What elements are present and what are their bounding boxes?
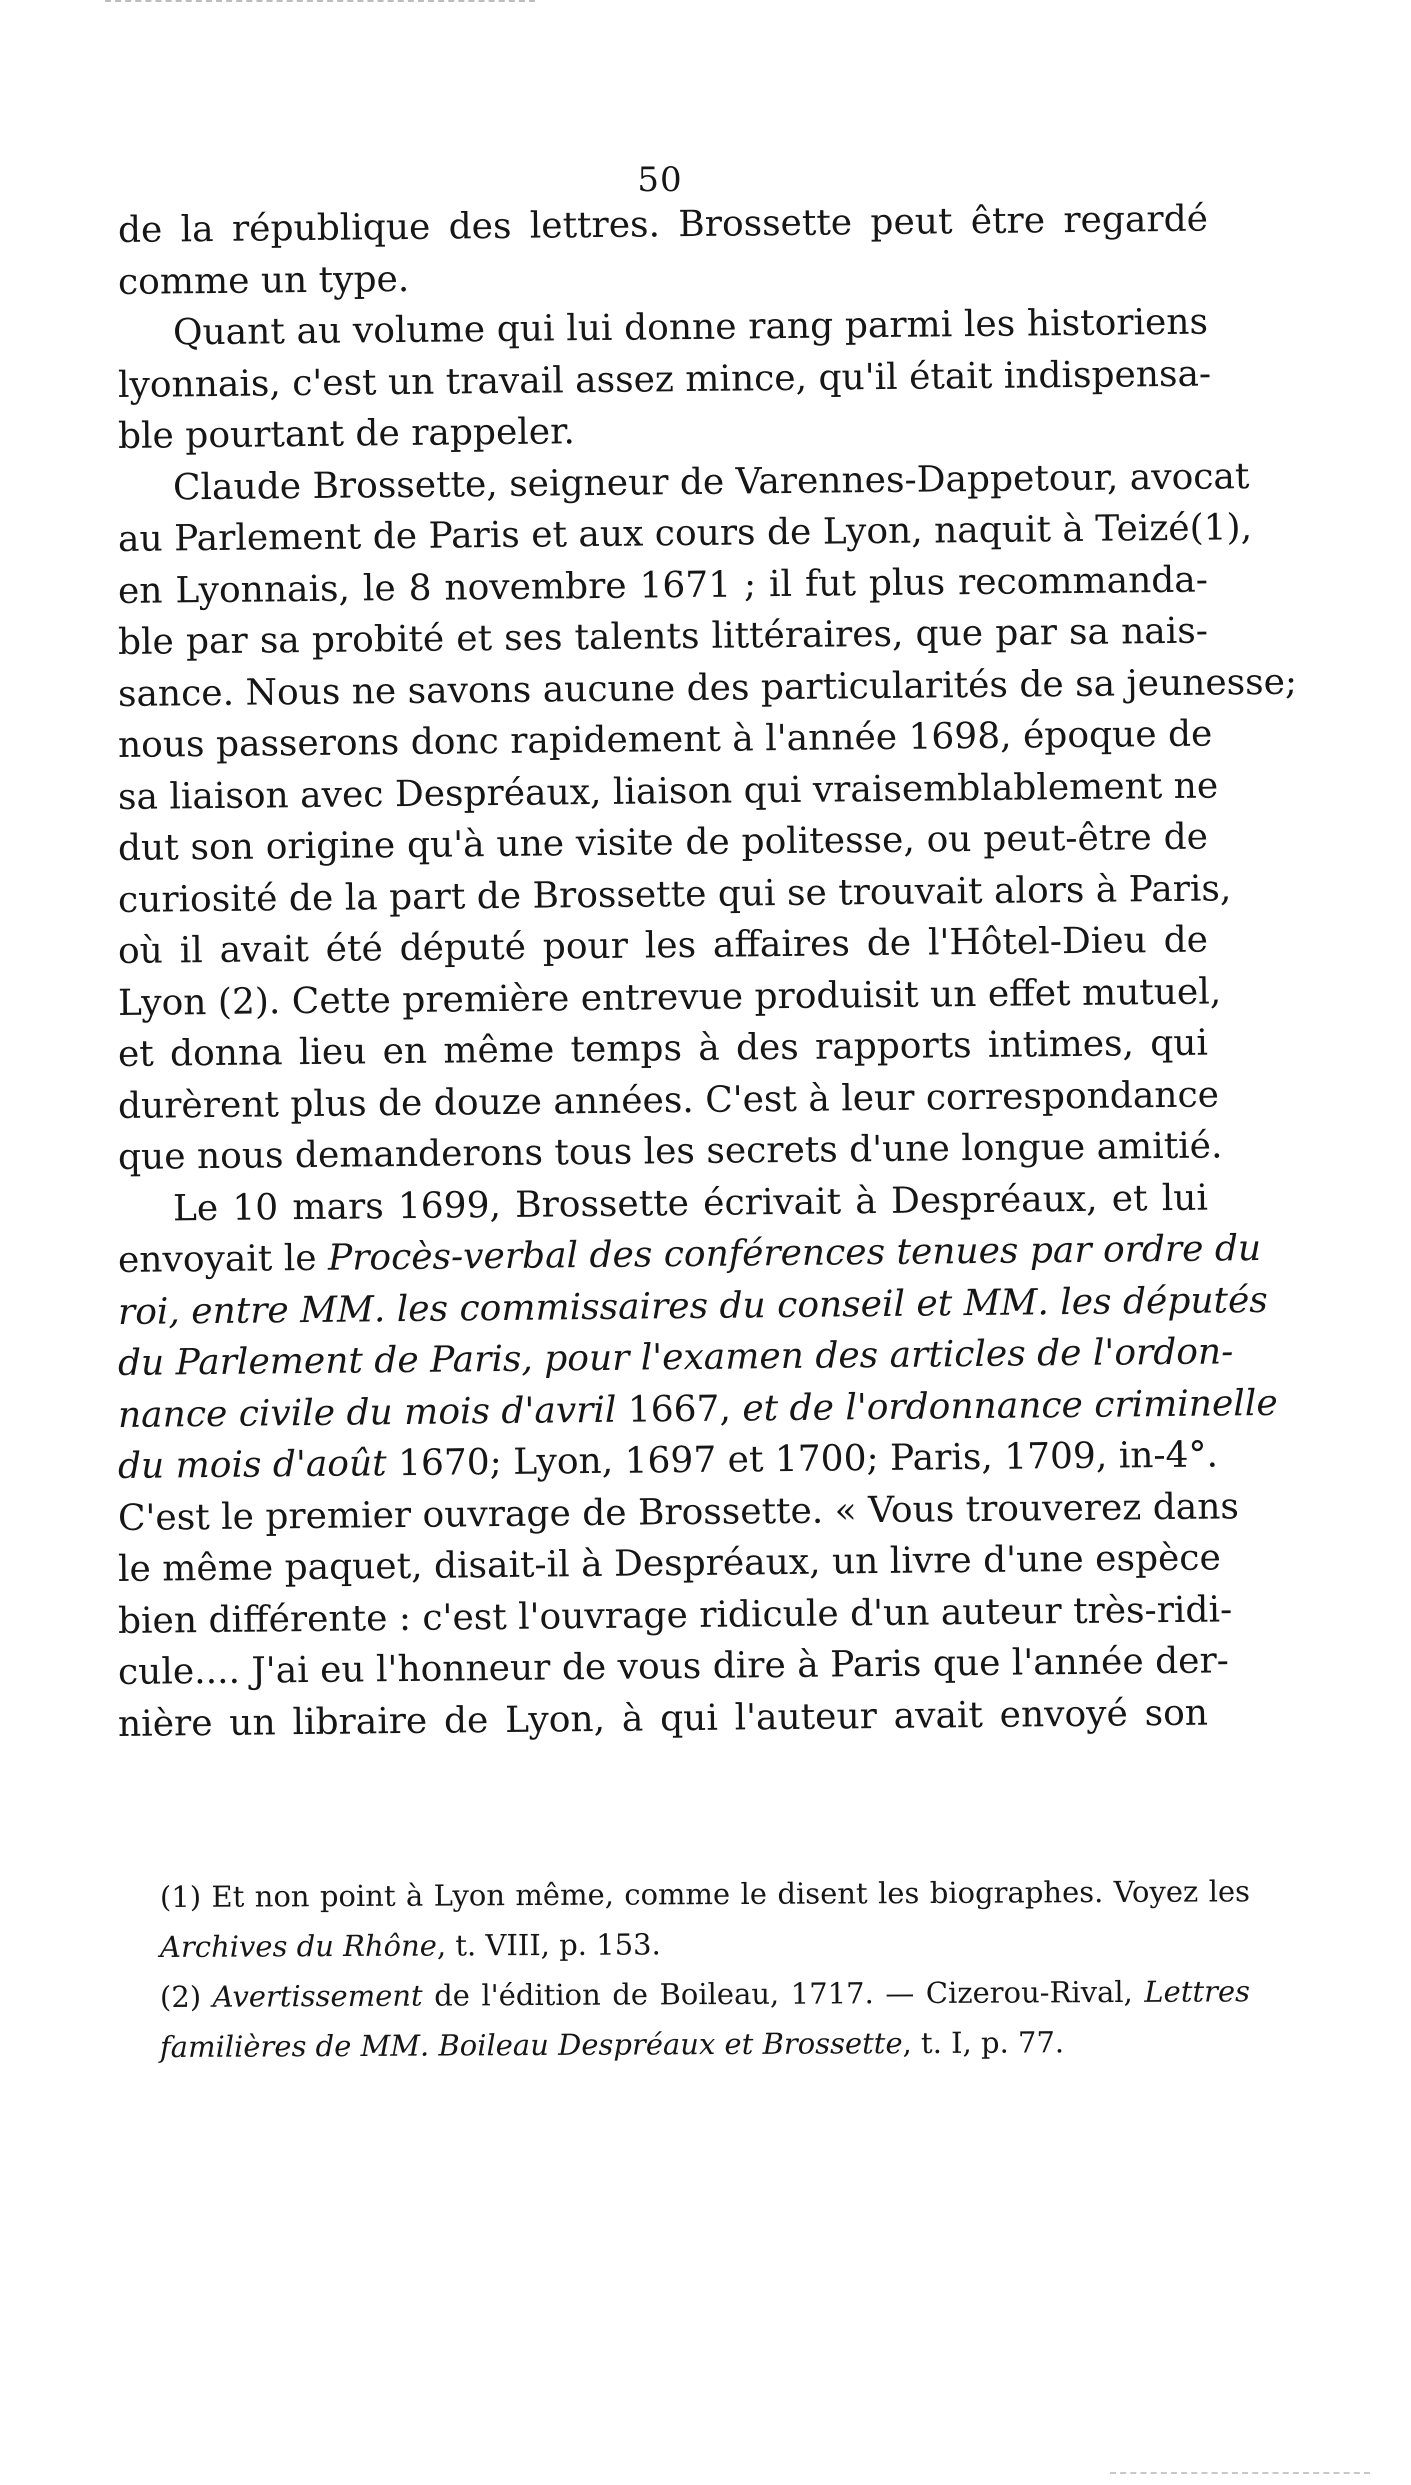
italic-segment: Procès-verbal des conférences tenues par ordre du [327, 1228, 1262, 1279]
text-line: où il avait été député pour les affaires de l'Hôtel-Dieu de [117, 919, 1209, 972]
text-line: de la république des lettres. Brossette peut être regardé [117, 198, 1209, 251]
italic-segment: Archives du Rhône [159, 1928, 438, 1964]
text-line: sance. Nous ne savons aucune des particularités de sa jeunesse; [117, 661, 1298, 715]
text-line: dut son origine qu'à une visite de politesse, ou peut-être de [117, 816, 1209, 869]
text-line: Claude Brossette, seigneur de Varennes-Dappetour, avocat [172, 455, 1250, 508]
text-line: lyonnais, c'est un travail assez mince, qu'il était indispensa- [117, 353, 1212, 406]
text-line: Quant au volume qui lui donne rang parmi les historiens [172, 301, 1209, 354]
text-line: bien différente : c'est l'ouvrage ridicule d'un auteur très-ridi- [117, 1588, 1233, 1642]
text-line: et donna lieu en même temps à des rapports intimes, qui [117, 1022, 1209, 1075]
text-segment: 1667, [627, 1387, 743, 1431]
text-line: en Lyonnais, le 8 novembre 1671 ; il fut plus recommanda- [117, 559, 1209, 612]
text-segment: , t. I, p. 77. [902, 2025, 1065, 2061]
italic-segment: du mois d'août [117, 1443, 399, 1487]
italic-segment: nance civile du mois d'avril [117, 1389, 629, 1436]
scan-edge-marks-bottom [1110, 2472, 1370, 2477]
body-text [117, 198, 1298, 1750]
text-line: au Parlement de Paris et aux cours de Lyon, naquit à Teizé(1), [117, 507, 1253, 560]
text-line: Le 10 mars 1699, Brossette écrivait à Despréaux, et lui [172, 1177, 1209, 1229]
text-segment: envoyait le [117, 1237, 329, 1281]
text-line: le même paquet, disait-il à Despréaux, un livre d'une espèce [117, 1537, 1221, 1590]
italic-segment: du Parlement de Paris, pour l'examen des articles de l'ordon- [117, 1331, 1234, 1384]
scan-edge-marks [105, 0, 535, 5]
text-line: ble pourtant de rappeler. [117, 411, 576, 457]
text-line: ble par sa probité et ses talents littéraires, que par sa nais- [117, 610, 1209, 663]
page-number: 50 [637, 160, 683, 200]
footnote-line [160, 2016, 1250, 2072]
text-line: cule.... J'ai eu l'honneur de vous dire à Paris que l'année der- [117, 1640, 1230, 1693]
text-line: nous passerons donc rapidement à l'année 1698, époque de [117, 713, 1213, 766]
text-segment: de l'édition de Boileau, 1717. — Cizerou-Rival, [422, 1974, 1145, 2013]
footnotes [160, 1872, 1250, 2072]
text-line: C'est le premier ouvrage de Brossette. « Vous trouverez dans [117, 1485, 1240, 1539]
text-line: comme un type. [117, 258, 410, 303]
text-segment: (1) Et non point à Lyon même, comme le disent les biographes. Voyez les [159, 1874, 1251, 1914]
footnote-line [160, 1866, 1250, 1922]
footnote-line [160, 1916, 1250, 1972]
text-line: durèrent plus de douze années. C'est à leur correspondance [117, 1073, 1220, 1127]
italic-segment: et de l'ordonnance criminelle [742, 1382, 1278, 1429]
text-segment: 1670; Lyon, 1697 et 1700; Paris, 1709, in-4°. [397, 1434, 1219, 1485]
footnote-line [160, 1966, 1250, 2022]
text-line: sa liaison avec Despréaux, liaison qui vraisemblablement ne [117, 764, 1219, 818]
text-line: Lyon (2). Cette première entrevue produisit un effet mutuel, [117, 970, 1222, 1024]
text-line: que nous demanderons tous les secrets d'une longue amitié. [117, 1125, 1223, 1178]
text-line: curiosité de la part de Brossette qui se trouvait alors à Paris, [117, 867, 1232, 921]
italic-segment: roi, entre MM. les commissaires du conseil et MM. les députés [117, 1279, 1269, 1333]
italic-segment: Lettres [1144, 1974, 1251, 2009]
text-segment: (2) [159, 1979, 213, 2014]
italic-segment: Avertissement [212, 1978, 423, 2014]
italic-segment: familières de MM. Boileau Despréaux et Brossette [159, 2026, 903, 2064]
text-line: nière un libraire de Lyon, à qui l'auteur avait envoyé son [117, 1692, 1209, 1745]
text-segment: , t. VIII, p. 153. [436, 1927, 661, 1963]
